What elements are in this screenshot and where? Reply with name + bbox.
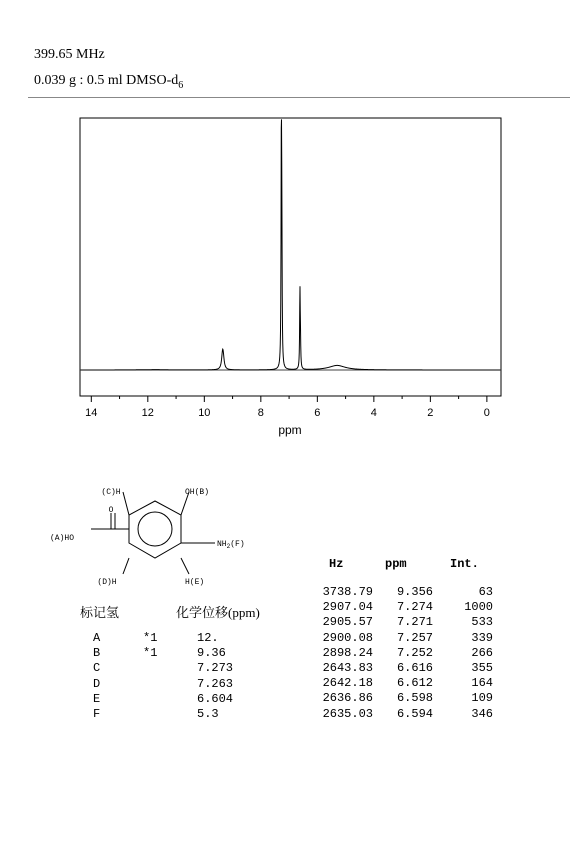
peak-int: 355 xyxy=(471,660,493,675)
peak-row xyxy=(305,646,495,661)
assignment-label: F xyxy=(93,706,101,721)
peak-row xyxy=(305,661,495,676)
peak-int: 266 xyxy=(471,645,493,660)
assignment-shift: 12. xyxy=(197,631,219,645)
assignment-label: C xyxy=(93,661,101,676)
peak-hz: 2900.08 xyxy=(322,630,373,645)
peak-hz: 2905.57 xyxy=(322,615,373,630)
x-axis-ticks xyxy=(85,396,490,419)
x-tick-label: 4 xyxy=(370,407,377,419)
peak-row xyxy=(305,707,495,722)
benzene-ring xyxy=(129,501,181,558)
peak-int: 109 xyxy=(471,691,493,706)
assignment-label: B xyxy=(93,646,101,661)
assignment-row xyxy=(0,707,300,722)
assignment-table xyxy=(0,631,300,722)
x-tick-label: 8 xyxy=(257,407,264,419)
peak-ppm: 7.271 xyxy=(396,615,433,630)
label-o: O xyxy=(108,506,114,515)
assignment-header-label: 标记氢 xyxy=(80,605,120,620)
peak-row xyxy=(305,691,495,706)
assignment-row xyxy=(0,661,300,676)
assignment-shift: 5.3 xyxy=(197,706,219,721)
peak-hz: 2636.86 xyxy=(322,691,373,706)
assignment-note: *1 xyxy=(143,646,158,661)
peak-ppm: 6.594 xyxy=(396,706,433,721)
assignment-row xyxy=(0,692,300,707)
spectrometer-frequency: 399.65 MHz xyxy=(34,47,105,62)
assignment-label: D xyxy=(93,676,101,691)
label-e: H(E) xyxy=(185,578,205,587)
peak-int: 63 xyxy=(478,585,493,599)
peak-row xyxy=(305,631,495,646)
peak-table xyxy=(305,585,495,722)
peak-hz: 2907.04 xyxy=(322,600,373,615)
assignment-shift: 7.263 xyxy=(197,676,234,691)
assignment-shift: 7.273 xyxy=(197,661,234,676)
assignment-header-shift: 化学位移(ppm) xyxy=(176,605,260,620)
label-nh2-post: (F) xyxy=(230,540,245,549)
x-tick-label: 2 xyxy=(427,407,434,419)
label-nh2 xyxy=(217,540,245,550)
spectrum-trace xyxy=(81,119,500,370)
x-tick-label: 6 xyxy=(314,407,321,419)
peak-row xyxy=(305,676,495,691)
label-d: (D)H xyxy=(97,578,117,587)
peak-ppm: 9.356 xyxy=(396,585,433,599)
assignment-row xyxy=(0,631,300,646)
label-a: (A)HO xyxy=(50,534,75,543)
header-hz: Hz xyxy=(329,557,344,571)
peak-row xyxy=(305,615,495,630)
assignment-note: *1 xyxy=(143,631,158,645)
bond-c xyxy=(123,492,129,515)
peak-hz: 2898.24 xyxy=(322,645,373,660)
assignment-shift: 9.36 xyxy=(197,646,226,661)
label-oh: OH(B) xyxy=(185,488,210,497)
peak-hz: 3738.79 xyxy=(322,585,373,599)
molecule-structure xyxy=(45,478,345,598)
peak-ppm: 7.257 xyxy=(396,630,433,645)
x-axis-label: ppm xyxy=(278,423,302,437)
assignment-shift: 6.604 xyxy=(197,691,234,706)
peak-ppm: 6.616 xyxy=(396,660,433,675)
peak-int: 339 xyxy=(471,630,493,645)
x-tick-label: 10 xyxy=(198,407,211,419)
peak-row xyxy=(305,585,495,600)
peak-ppm: 7.252 xyxy=(396,645,433,660)
peak-ppm: 7.274 xyxy=(396,600,433,615)
peak-int: 164 xyxy=(471,676,493,691)
peak-int: 533 xyxy=(471,615,493,630)
label-c: (C)H xyxy=(101,488,121,497)
x-tick-label: 12 xyxy=(141,407,154,419)
aromatic-circle xyxy=(138,512,172,546)
assignment-label: A xyxy=(93,631,101,645)
peak-ppm: 6.598 xyxy=(396,691,433,706)
plot-frame xyxy=(80,118,501,396)
peak-row xyxy=(305,600,495,615)
peak-hz: 2635.03 xyxy=(322,706,373,721)
peak-hz: 2642.18 xyxy=(322,676,373,691)
x-tick-label: 14 xyxy=(85,407,98,419)
label-nh2-pre: NH xyxy=(217,540,227,549)
header-int: Int. xyxy=(450,557,479,571)
assignment-row xyxy=(0,646,300,661)
bond-d xyxy=(123,558,129,574)
header-ppm: ppm xyxy=(385,557,407,571)
peak-int: 346 xyxy=(471,706,493,721)
label-nh2-sub: 2 xyxy=(226,543,231,550)
x-tick-label: 0 xyxy=(483,407,490,419)
peak-ppm: 6.612 xyxy=(396,676,433,691)
sample-text: 0.039 g : 0.5 ml DMSO-d xyxy=(34,73,179,88)
assignment-row xyxy=(0,677,300,692)
peak-hz: 2643.83 xyxy=(322,660,373,675)
assignment-label: E xyxy=(93,691,101,706)
sample-subscript: 6 xyxy=(178,79,184,91)
bond-e xyxy=(181,558,189,574)
peak-int: 1000 xyxy=(464,600,493,615)
